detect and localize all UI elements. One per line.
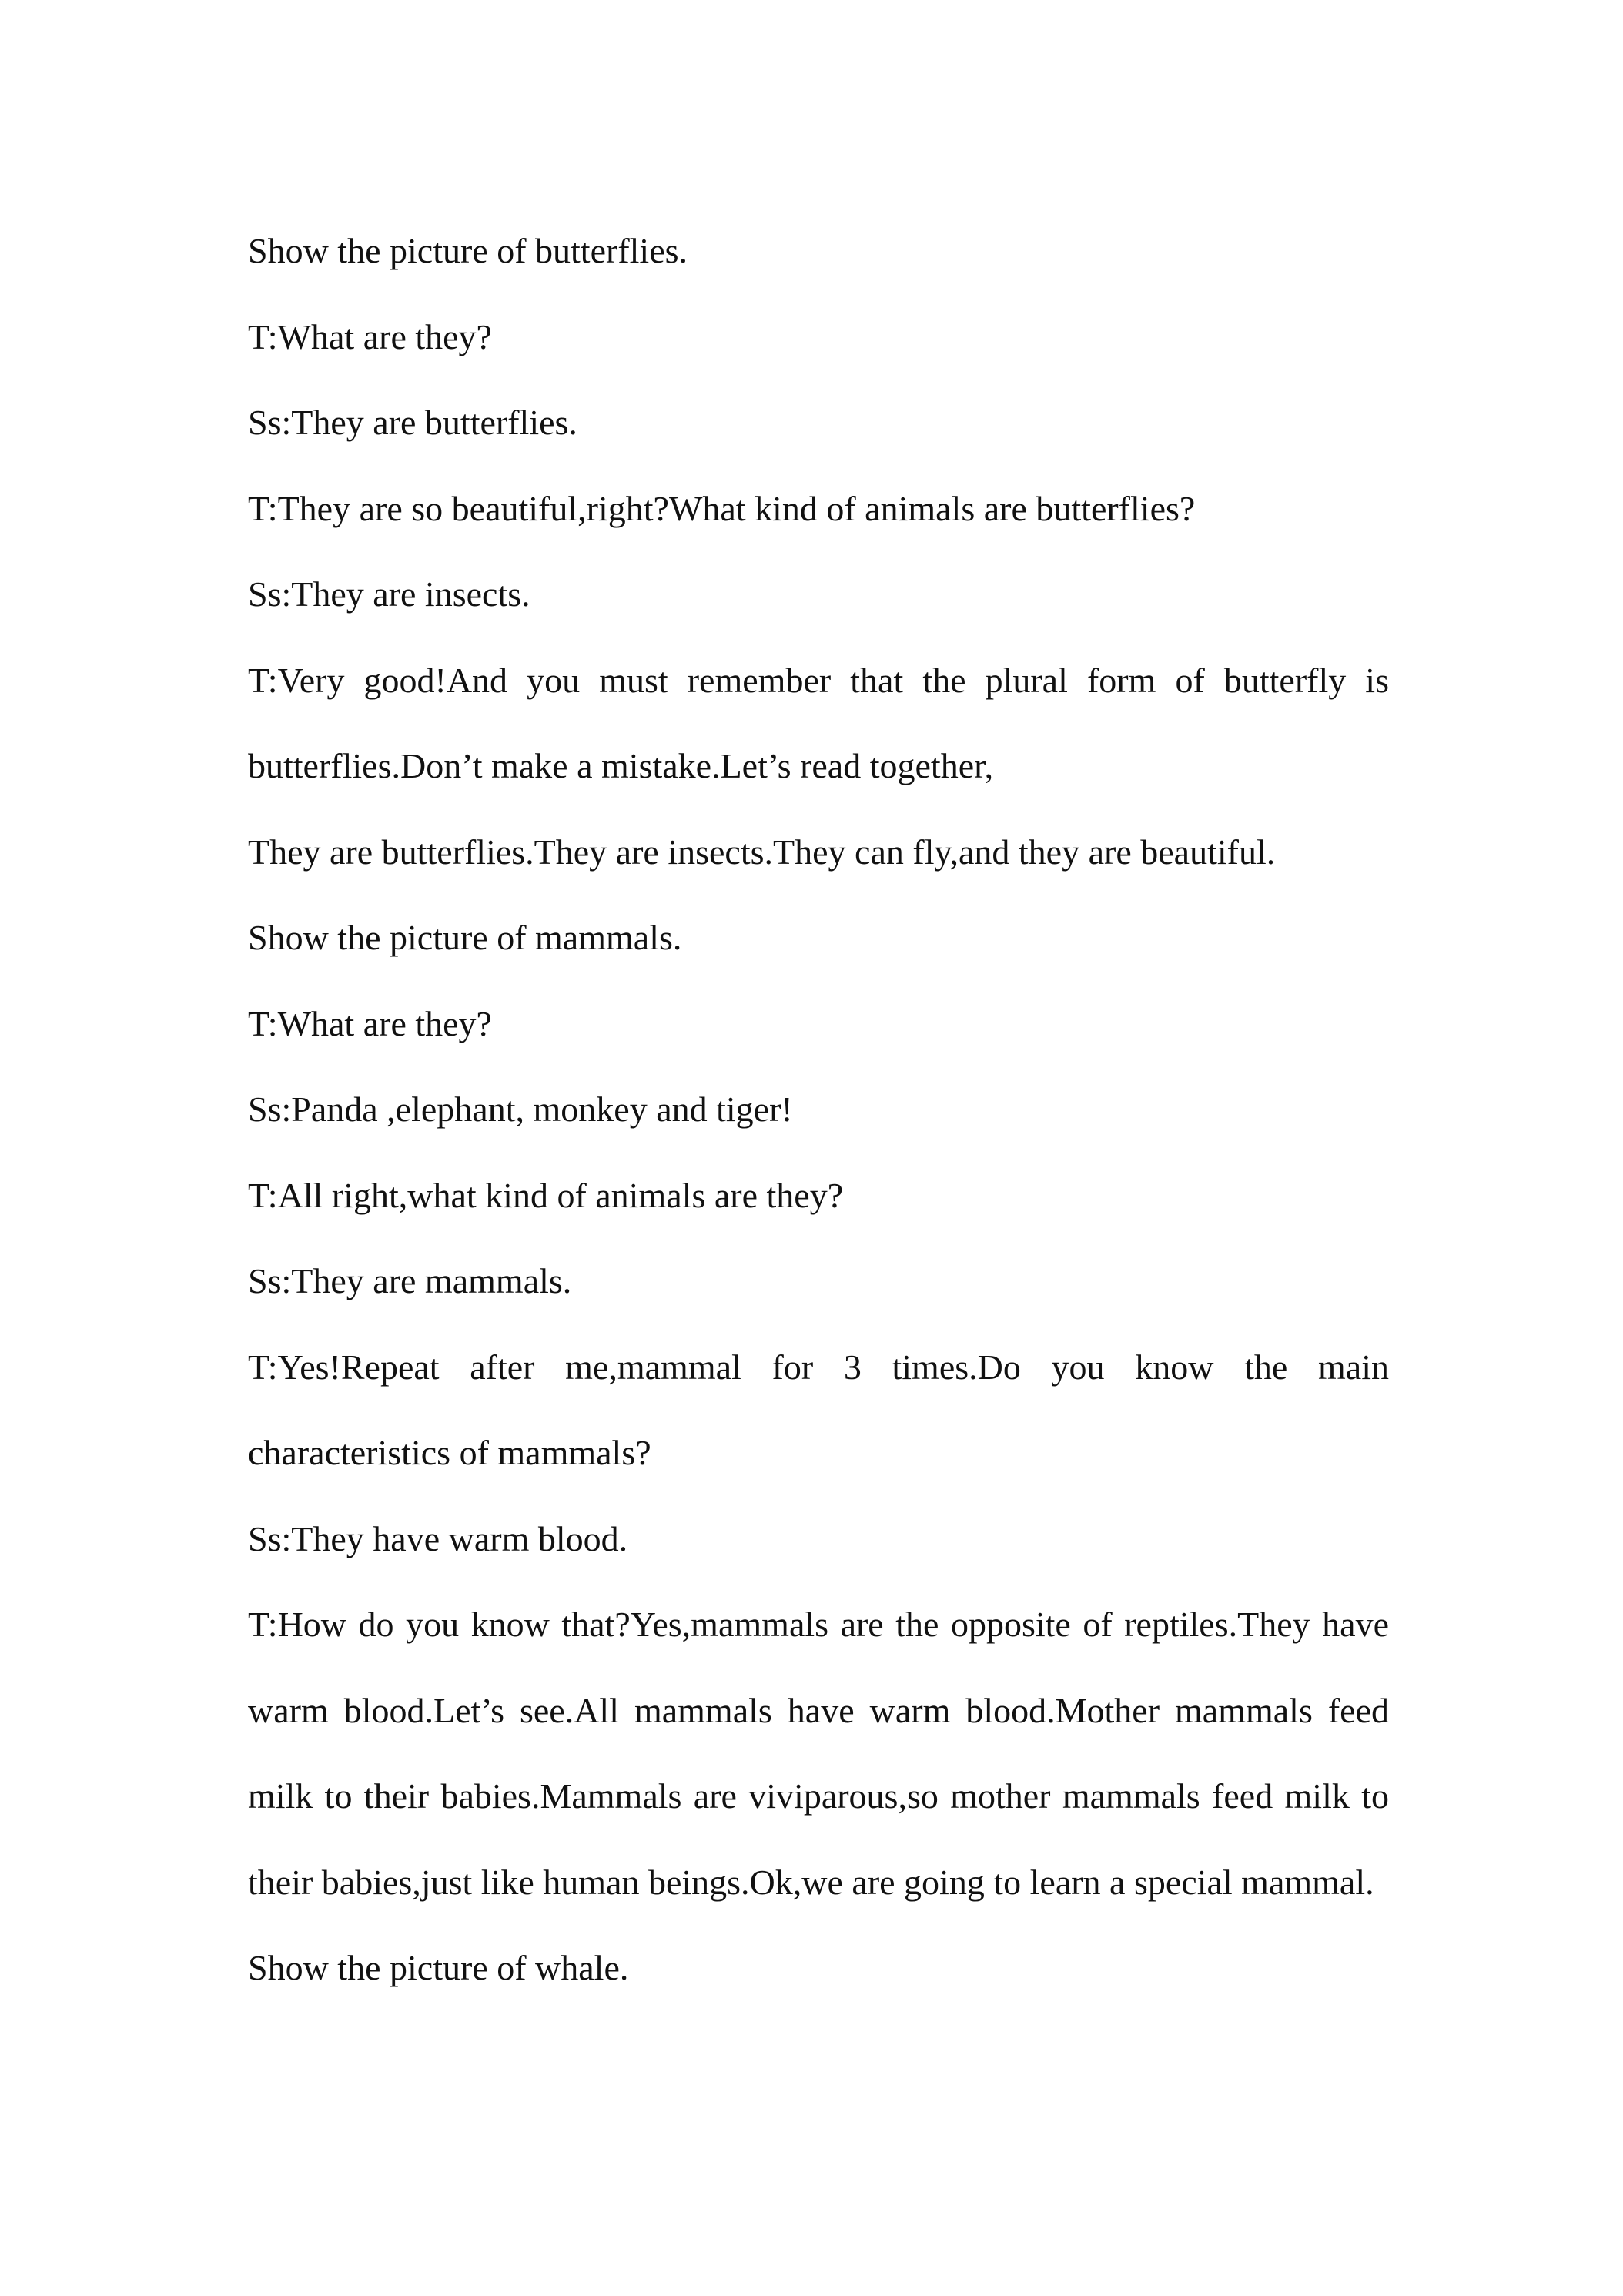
paragraph-students-answer-1: Ss:They are butterflies. bbox=[248, 403, 577, 442]
paragraph-students-answer-2: Ss:They are insects. bbox=[248, 574, 530, 614]
paragraph-teacher-question-4: T:All right,what kind of animals are they? bbox=[248, 1175, 844, 1215]
paragraph-teacher-question-1: T:What are they? bbox=[248, 316, 492, 356]
paragraph-students-answer-3: Ss:Panda ,elephant, monkey and tiger! bbox=[248, 1089, 793, 1129]
paragraph-students-answer-4: Ss:They are mammals. bbox=[248, 1261, 572, 1300]
paragraph-teacher-explanation: T:How do you know that?Yes,mammals are the opposite of reptiles.They have warm blood.Let’s see.All mammals have warm blood.Mother mammals feed milk to their babies.Mammals are viviparous,so mother mammals feed milk to their babies,just like human beings.Ok,we are going to learn a special mammal. bbox=[248, 1605, 1389, 1902]
paragraph-show-mammals: Show the picture of mammals. bbox=[248, 918, 682, 957]
paragraph-teacher-question-2: T:They are so beautiful,right?What kind of animals are butterflies? bbox=[248, 488, 1196, 528]
paragraph-read-together: They are butterflies.They are insects.They can fly,and they are beautiful. bbox=[248, 832, 1276, 872]
paragraph-teacher-plural-note: T:Very good!And you must remember that the plural form of butterfly is butterflies.Don’t make a mistake.Let’s read together, bbox=[248, 660, 1389, 785]
document-body bbox=[248, 208, 1389, 2011]
paragraph-show-butterflies: Show the picture of butterflies. bbox=[248, 231, 688, 270]
paragraph-teacher-question-3: T:What are they? bbox=[248, 1003, 492, 1043]
paragraph-show-whale: Show the picture of whale. bbox=[248, 1948, 629, 1987]
paragraph-students-answer-5: Ss:They have warm blood. bbox=[248, 1518, 628, 1558]
paragraph-teacher-repeat: T:Yes!Repeat after me,mammal for 3 times.Do you know the main characteristics of mammals? bbox=[248, 1347, 1389, 1472]
